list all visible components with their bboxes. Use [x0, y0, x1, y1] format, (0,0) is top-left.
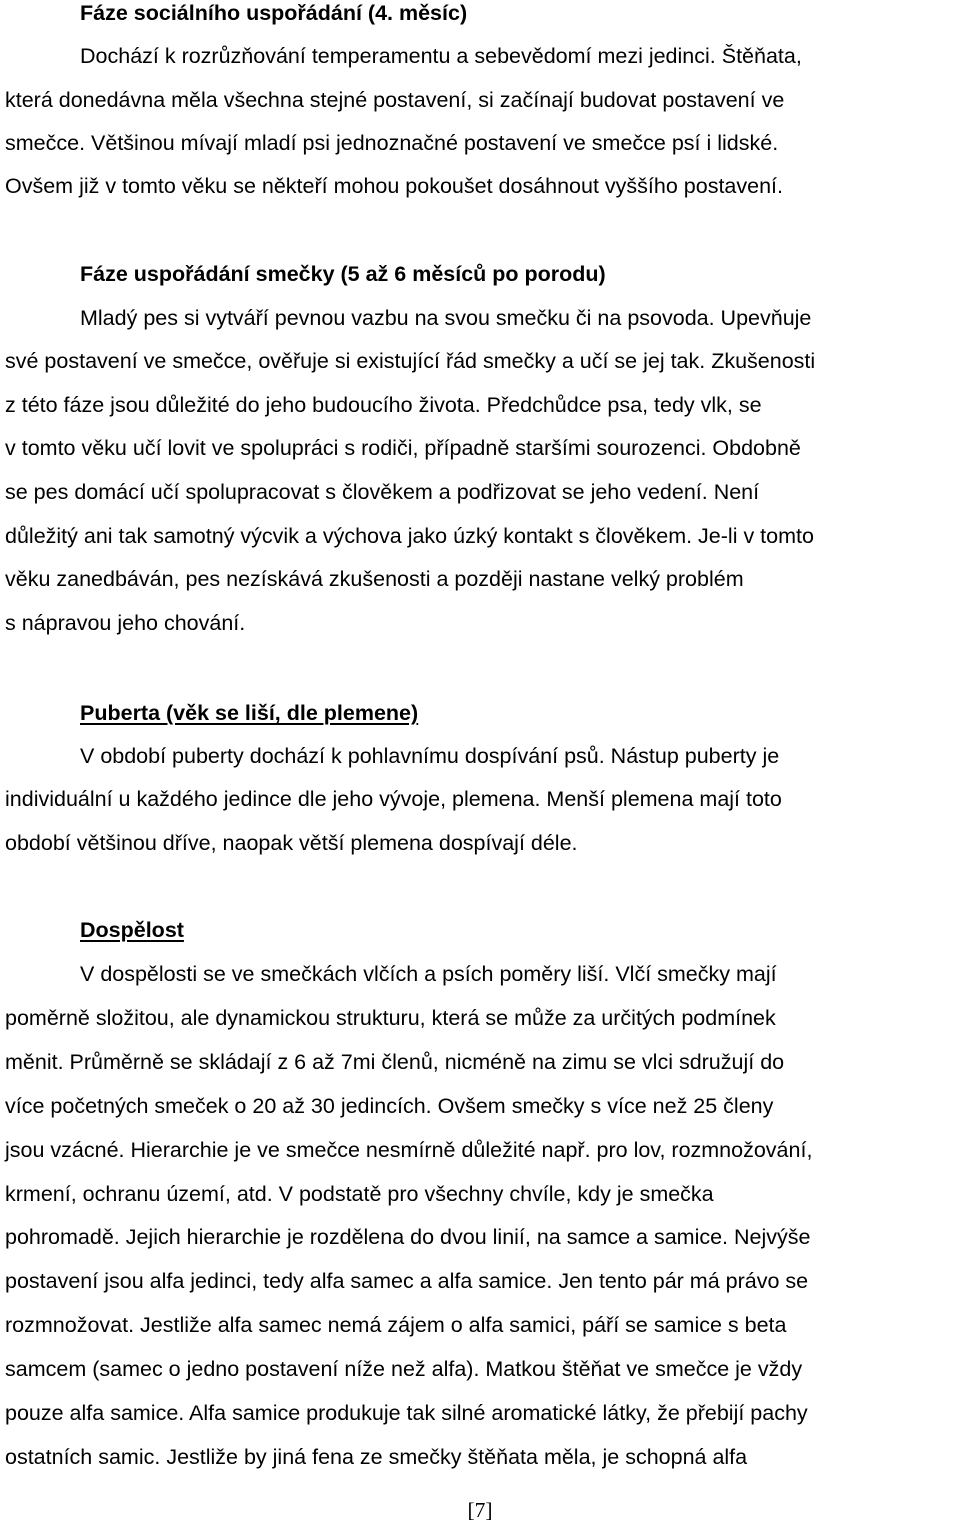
paragraph-line: krmení, ochranu území, atd. V podstatě pro všechny chvíle, kdy je smečka — [5, 1182, 714, 1206]
paragraph-line: postavení jsou alfa jedinci, tedy alfa samec a alfa samice. Jen tento pár má právo se — [5, 1269, 809, 1293]
paragraph-line: která donedávna měla všechna stejné postavení, si začínají budovat postavení ve — [5, 88, 785, 112]
paragraph-line: Mladý pes si vytváří pevnou vazbu na svou smečku či na psovoda. Upevňuje — [80, 306, 812, 330]
paragraph-line: důležitý ani tak samotný výcvik a výchova jako úzký kontakt s člověkem. Je-li v tomto — [5, 524, 814, 548]
paragraph-line: věku zanedbáván, pes nezískává zkušenosti a později nastane velký problém — [5, 567, 744, 591]
paragraph-line: s nápravou jeho chování. — [5, 611, 246, 635]
paragraph-line: z této fáze jsou důležité do jeho budoucího života. Předchůdce psa, tedy vlk, se — [5, 393, 762, 417]
paragraph-line: smečce. Většinou mívají mladí psi jednoznačné postavení ve smečce psí i lidské. — [5, 131, 779, 155]
paragraph-line: Dochází k rozrůzňování temperamentu a sebevědomí mezi jedinci. Štěňata, — [80, 44, 802, 68]
paragraph-line: pohromadě. Jejich hierarchie je rozdělena do dvou linií, na samce a samice. Nejvýše — [5, 1225, 811, 1249]
paragraph-line: pouze alfa samice. Alfa samice produkuje tak silné aromatické látky, že přebijí pachy — [5, 1401, 808, 1425]
page-number: [7] — [467, 1498, 493, 1522]
paragraph-line: V období puberty dochází k pohlavnímu dospívání psů. Nástup puberty je — [80, 744, 780, 768]
paragraph-line: poměrně složitou, ale dynamickou strukturu, která se může za určitých podmínek — [5, 1006, 776, 1030]
paragraph-line: své postavení ve smečce, ověřuje si existující řád smečky a učí se jej tak. Zkušenosti — [5, 349, 816, 373]
paragraph-line: více početných smeček o 20 až 30 jedincích. Ovšem smečky s více než 25 členy — [5, 1094, 774, 1118]
paragraph-line: V dospělosti se ve smečkách vlčích a psích poměry liší. Vlčí smečky mají — [80, 962, 777, 986]
paragraph-line: v tomto věku učí lovit ve spolupráci s rodiči, případně staršími sourozenci. Obdobně — [5, 436, 801, 460]
paragraph-line: měnit. Průměrně se skládají z 6 až 7mi členů, nicméně na zimu se vlci sdružují do — [5, 1050, 785, 1074]
paragraph-line: rozmnožovat. Jestliže alfa samec nemá zájem o alfa samici, páří se samice s beta — [5, 1313, 787, 1337]
section-heading: Dospělost — [80, 918, 184, 942]
paragraph-line: ostatních samic. Jestliže by jiná fena ze smečky štěňata měla, je schopná alfa — [5, 1445, 748, 1469]
paragraph-line: samcem (samec o jedno postavení níže než alfa). Matkou štěňat ve smečce je vždy — [5, 1357, 803, 1381]
section-heading: Puberta (věk se liší, dle plemene) — [80, 701, 419, 725]
section-heading: Fáze sociálního uspořádání (4. měsíc) — [80, 1, 468, 25]
paragraph-line: období většinou dříve, naopak větší plemena dospívají déle. — [5, 831, 578, 855]
paragraph-line: individuální u každého jedince dle jeho vývoje, plemena. Menší plemena mají toto — [5, 787, 782, 811]
paragraph-line: se pes domácí učí spolupracovat s člověkem a podřizovat se jeho vedení. Není — [5, 480, 760, 504]
paragraph-line: Ovšem již v tomto věku se někteří mohou pokoušet dosáhnout vyššího postavení. — [5, 174, 783, 198]
paragraph-line: jsou vzácné. Hierarchie je ve smečce nesmírně důležité např. pro lov, rozmnožování, — [5, 1138, 813, 1162]
section-heading: Fáze uspořádání smečky (5 až 6 měsíců po porodu) — [80, 262, 606, 286]
